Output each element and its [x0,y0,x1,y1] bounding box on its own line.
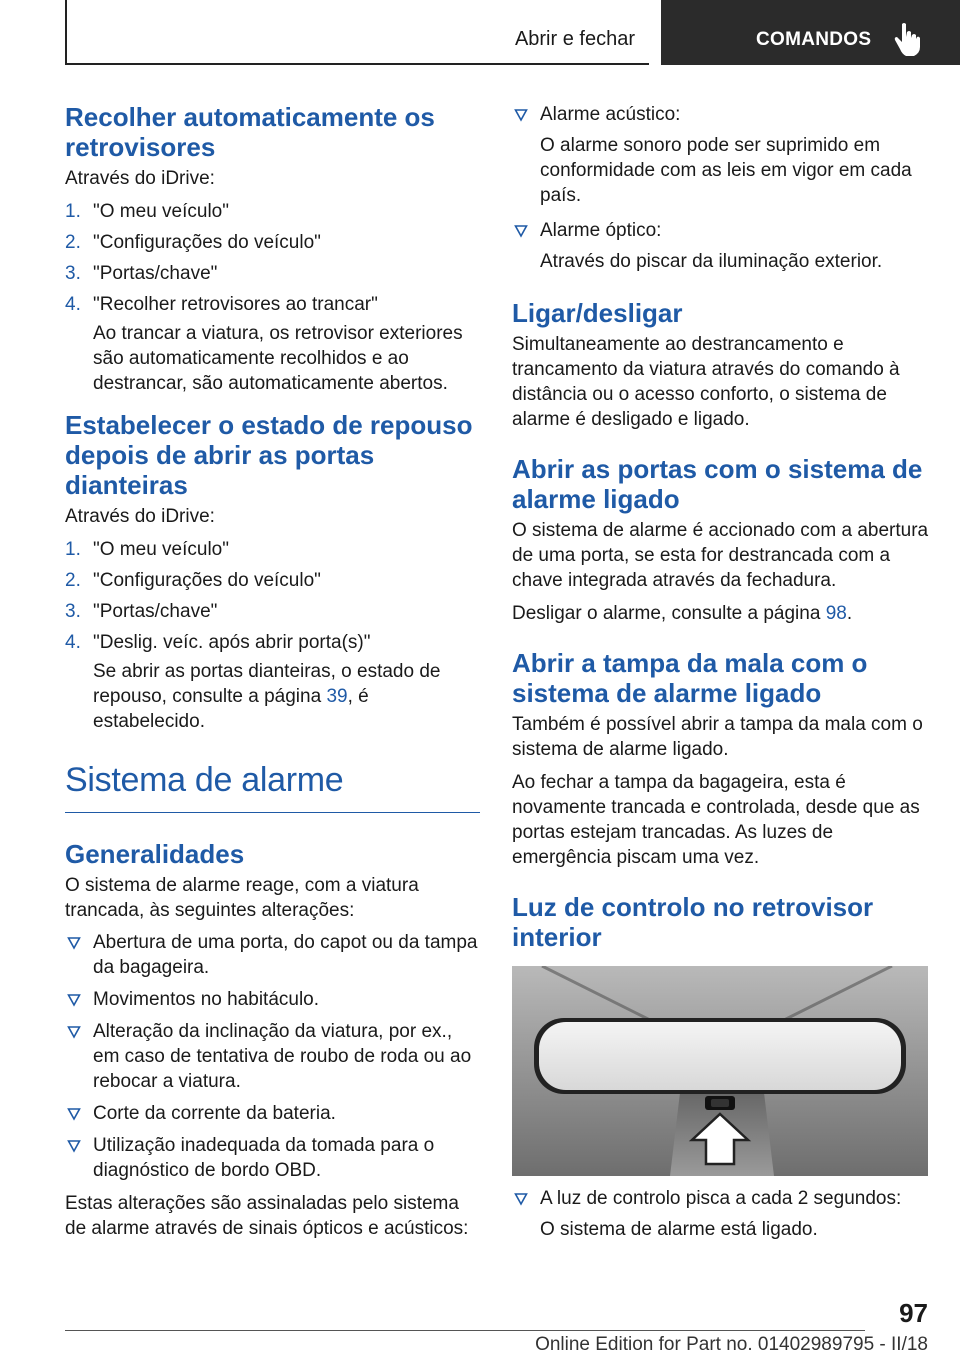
fold-mirrors-steps [65,199,480,396]
section-title-general: Generalidades [65,839,245,869]
hand-pointer-icon [893,22,921,56]
list-item: Alteração da inclinação da viatura, por ex., em caso de tentativa de roubo de roda ou ao rebocar a viatura. [65,1019,480,1094]
chapter-title-alarm-system: Sistema de alarme [65,761,344,799]
list-item: Movimentos no habitáculo. [65,987,480,1012]
header-tick [65,0,67,65]
open-trunk-body-2: Ao fechar a tampa da bagageira, esta é novamente trancada e controlada, desde que as portas estejam trancadas. As luzes de emergência piscam uma vez. [512,772,920,868]
header-section-title: Abrir e fechar [514,28,635,50]
footer-edition: Online Edition for Part no. 01402989795 - II/18 [535,1334,928,1355]
triangle-bullet-icon [67,1104,81,1122]
right-column [512,102,930,1242]
triangle-bullet-icon [67,990,81,1008]
section-title-open-doors-alarm: Abrir as portas com o sistema de alarme ligado [512,454,923,514]
on-off-body: Simultaneamente ao destrancamento e trancamento da viatura através do comando à distância ou o acesso conforto, o sistema de alarme é desligado e ligado. [512,334,900,430]
list-item: 1. "O meu veículo" [65,539,229,560]
triangle-bullet-icon [67,1136,81,1154]
header-chapter-tab [661,0,960,65]
section-title-open-trunk-alarm: Abrir a tampa da mala com o sistema de alarme ligado [512,648,868,708]
list-item: Alarme acústico: O alarme sonoro pode ser suprimido em conformidade com as leis em vigor em cada país. [512,102,930,208]
idrive-intro: Através do iDrive: [65,168,215,189]
list-item: 3. "Portas/chave" [65,601,218,622]
section-title-fold-mirrors: Recolher automaticamente os retrovisores [65,102,435,162]
list-item: Alarme óptico: Através do piscar da iluminação exterior. [512,218,930,274]
list-item: 2. "Configurações do veículo" [65,232,321,253]
rest-state-steps [65,537,480,734]
general-outro: Estas alterações são assinaladas pelo sistema de alarme através de sinais ópticos e acústicos: [65,1193,469,1239]
page-link-98[interactable]: 98 [825,603,847,624]
rearview-mirror-illustration [512,966,928,1176]
open-trunk-body-1: Também é possível abrir a tampa da mala com o sistema de alarme ligado. [512,714,923,760]
triangle-bullet-icon [67,1022,81,1040]
open-doors-body: O sistema de alarme é accionado com a abertura de uma porta, se esta for destrancada com a chave integrada através da fechadura. [512,520,929,591]
footer-rule [65,1330,865,1331]
page-link-39[interactable]: 39 [326,686,348,707]
triangle-bullet-icon [67,933,81,951]
section-title-on-off: Ligar/desligar [512,298,683,328]
section-title-rest-state: Estabelecer o estado de repouso depois de abrir as portas dianteiras [65,410,473,500]
list-item: Utilização inadequada da tomada para o diagnóstico de bordo OBD. [65,1133,480,1183]
alarm-triggers-list [65,930,480,1183]
list-item: 3. "Portas/chave" [65,263,218,284]
triangle-bullet-icon [514,105,528,123]
alarm-signals-list [512,102,930,274]
header-rule [65,63,649,65]
section-title-indicator-light: Luz de controlo no retrovisor interior [512,892,874,952]
idrive-intro: Através do iDrive: [65,506,215,527]
page-number: 97 [899,1298,928,1328]
list-item: 1. "O meu veículo" [65,201,229,222]
indicator-light-list [512,1186,930,1242]
left-column [65,102,480,1241]
list-item: Corte da corrente da bateria. [65,1101,480,1126]
chapter-title-rule [65,812,480,813]
list-item: 4. "Deslig. veíc. após abrir porta(s)" Se abrir as portas dianteiras, o estado de repouso, consulte a página 39, é estabelecido. [65,632,441,732]
triangle-bullet-icon [514,1189,528,1207]
list-item: A luz de controlo pisca a cada 2 segundos: O sistema de alarme está ligado. [512,1186,930,1242]
list-item: 4. "Recolher retrovisores ao trancar" Ao trancar a viatura, os retrovisor exteriores são automaticamente recolhidos e ao destrancar, são automaticamente abertos. [65,294,463,394]
disable-alarm-reference: Desligar o alarme, consulte a página 98. [512,603,853,624]
list-item: Abertura de uma porta, do capot ou da tampa da bagageira. [65,930,480,980]
list-item: 2. "Configurações do veículo" [65,570,321,591]
header-chapter-label: COMANDOS [756,29,872,50]
general-intro: O sistema de alarme reage, com a viatura trancada, às seguintes alterações: [65,875,419,921]
triangle-bullet-icon [514,221,528,239]
